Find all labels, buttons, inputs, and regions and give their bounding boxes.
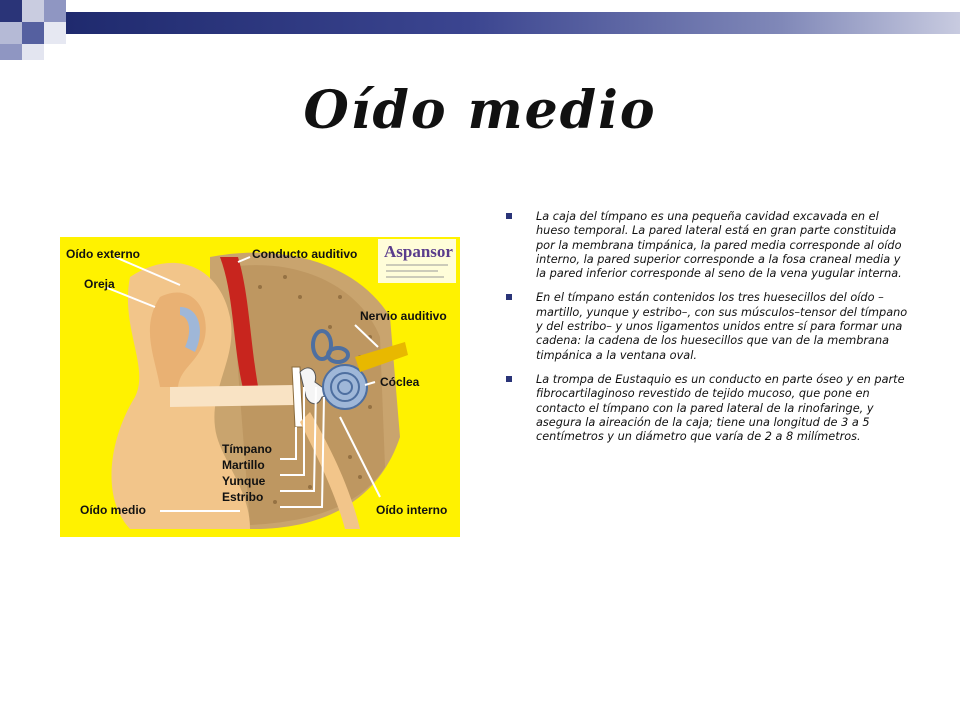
list-item (500, 210, 912, 281)
label-oido-externo: Oído externo (66, 247, 141, 261)
ear-canal (170, 385, 295, 407)
bullet-text: La caja del tímpano es una pequeña cavidad excavada en el hueso temporal. La pared lateral está en gran parte constituida por la membrana timpánica, la pared media corresponde al oído interno, la pared superior corresponde a la fosa craneal media y la pared inferior corresponde al seno de la vena yugular interna. (536, 210, 902, 281)
label-martillo: Martillo (222, 458, 265, 472)
label-estribo: Estribo (222, 490, 264, 504)
label-conducto-auditivo: Conducto auditivo (252, 247, 358, 261)
list-item (500, 291, 912, 362)
square-bullet-icon (506, 376, 512, 382)
header-band (66, 12, 960, 34)
label-oido-medio: Oído medio (80, 503, 146, 517)
bullet-text: En el tímpano están contenidos los tres huesecillos del oído –martillo, yunque y estribo–, con sus músculos–tensor del tímpano y del estribo– y unos ligamentos unidos entre sí para formar una cadena: la cadena de los huesecillos que van de la membrana timpánica a la ventana oval. (536, 291, 908, 362)
aspansor-logo (378, 239, 456, 283)
label-timpano: Tímpano (222, 442, 272, 456)
label-coclea: Cóclea (380, 375, 420, 389)
label-oido-interno: Oído interno (376, 503, 448, 517)
ear-diagram (60, 237, 460, 537)
bullet-text: La trompa de Eustaquio es un conducto en parte óseo y en parte fibrocartilaginoso revestido de tejido mucoso, que pone en contacto el tímpano con la pared lateral de la rinofaringe, y asegura la aireación de la caja; tiene una longitud de 3 a 5 centímetros y un diámetro que varía de 2 a 8 milímetros. (536, 372, 905, 444)
slide-title: Oído medio (303, 80, 657, 141)
bullet-list (500, 210, 912, 454)
list-item (500, 373, 912, 444)
square-bullet-icon (506, 213, 512, 219)
label-oreja: Oreja (84, 277, 115, 291)
label-nervio-auditivo: Nervio auditivo (360, 309, 447, 323)
label-yunque: Yunque (222, 474, 266, 488)
svg-text:Aspansor: Aspansor (384, 242, 453, 261)
square-bullet-icon (506, 294, 512, 300)
